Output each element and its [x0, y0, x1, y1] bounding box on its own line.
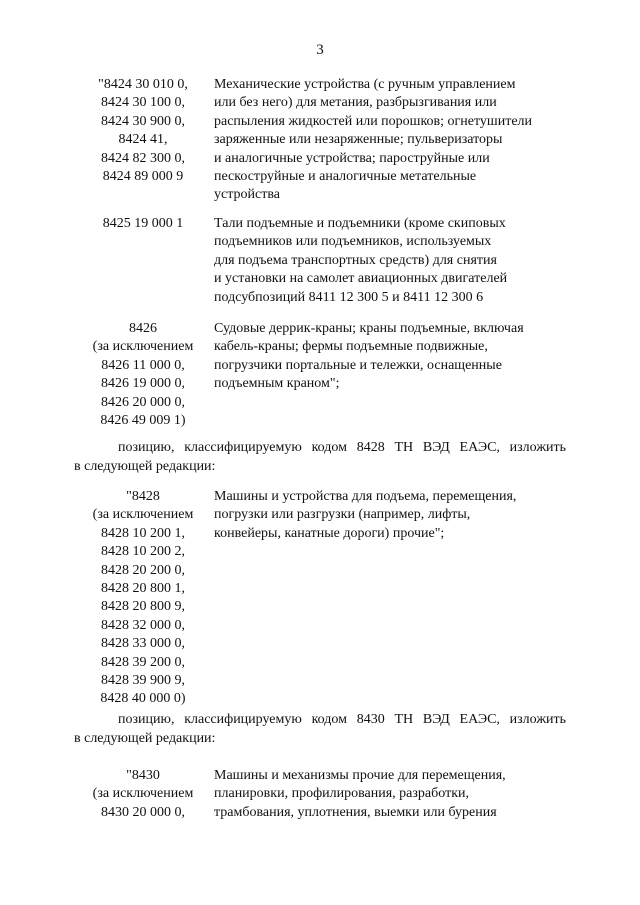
page-number: 3 — [316, 42, 324, 58]
paragraph-line: позицию, классифицируемую кодом 8430 ТН ВЭД ЕАЭС, изложить — [118, 712, 566, 727]
paragraph-line: в следующей редакции: — [74, 731, 216, 746]
tariff-code: "8428 (за исключением 8428 10 200 1, 8428 10 200 2, 8428 20 200 0, 8428 20 800 1, 8428 20 800 9, 8428 32 000 0, 8428 33 000 0, 8428 39 200 0, 8428 39 900 9, 8428 40 000 0) — [92, 489, 194, 707]
tariff-description: Судовые деррик-краны; краны подъемные, включая кабель-краны; фермы подъемные подвижные, погрузчики портальные и тележки, оснащенные подъемным краном"; — [214, 321, 524, 392]
amendment-paragraph-8428 — [74, 438, 566, 476]
paragraph-line: позицию, классифицируемую кодом 8428 ТН ВЭД ЕАЭС, изложить — [118, 440, 566, 455]
tariff-description: Тали подъемные и подъемники (кроме скиповых подъемников или подъемников, используемых для подъема транспортных средств) для снятия и установки на самолет авиационных двигателей подсубпозиций 8411 12 300 5 и 8411 12 300 6 — [214, 216, 508, 305]
tariff-code: 8425 19 000 1 — [102, 216, 184, 231]
paragraph-line: в следующей редакции: — [74, 459, 216, 474]
tariff-description: Машины и механизмы прочие для перемещения, планировки, профилирования, разработки, трамбования, уплотнения, выемки или бурения — [214, 768, 506, 820]
tariff-description: Машины и устройства для подъема, перемещения, погрузки или разгрузки (например, лифты, конвейеры, канатные дороги) прочие"; — [214, 489, 517, 541]
tariff-code: 8426 (за исключением 8426 11 000 0, 8426 19 000 0, 8426 20 000 0, 8426 49 009 1) — [92, 321, 194, 429]
tariff-code: "8430 (за исключением 8430 20 000 0, — [92, 768, 194, 820]
tariff-code: "8424 30 010 0, 8424 30 100 0, 8424 30 900 0, 8424 41, 8424 82 300 0, 8424 89 000 9 — [98, 77, 188, 185]
amendment-paragraph-8430 — [74, 710, 566, 748]
tariff-description: Механические устройства (с ручным управлением или без него) для метания, разбрызгивания или распыления жидкостей или порошков; огнетушители заряженные или незаряженные; пульверизаторы и аналогичные устройства; пароструйные или пескоструйные и аналогичные метательные устройства — [214, 77, 533, 203]
